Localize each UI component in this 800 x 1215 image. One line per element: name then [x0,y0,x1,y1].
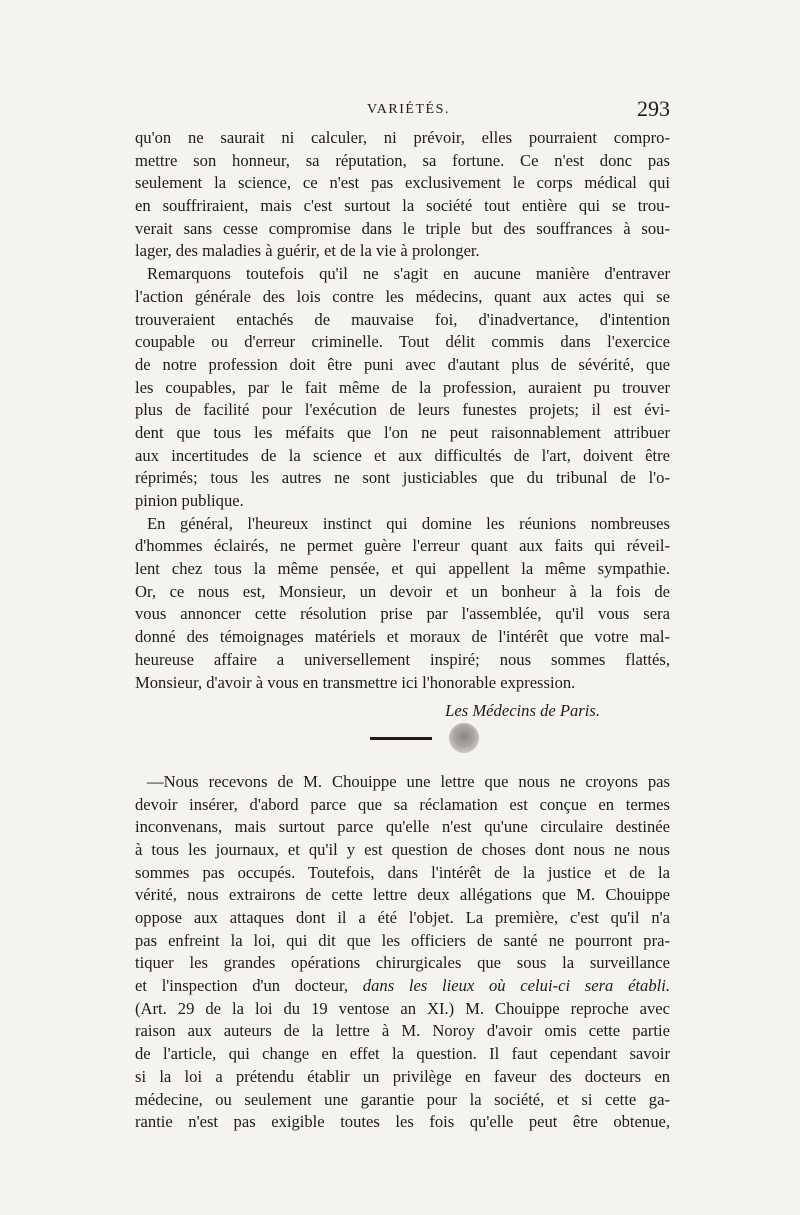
paragraph-chouippe [135,771,670,1134]
text-line: tiquer les grandes opérations chirurgicales que sous la surveillance [135,953,670,973]
text-line: vous annoncer cette résolution prise par l'assemblée, qu'il vous sera [135,604,670,624]
text-line: Remarquons toutefois qu'il ne s'agit en aucune manière d'entraver [147,264,670,284]
text-line: heureuse affaire a universellement inspiré; nous sommes flattés, [135,649,670,669]
text-line: mettre son honneur, sa réputation, sa fortune. Ce n'est donc pas [135,150,670,170]
text-line: Or, ce nous est, Monsieur, un devoir et un bonheur à la fois de [135,581,670,601]
separator-rule [370,737,432,740]
library-stamp-mark [449,723,479,753]
text-line: verait sans cesse compromise dans le triple but des souffrances à sou- [135,218,670,238]
text-line: coupable ou d'erreur criminelle. Tout délit commis dans l'exercice [135,332,670,352]
text-line: (Art. 29 de la loi du 19 ventose an XI.) M. Chouippe reproche avec [135,998,670,1018]
text-line: En général, l'heureux instinct qui domine les réunions nombreuses [147,513,670,533]
text-line: si la loi a prétendu établir un privilège en faveur des docteurs en [135,1066,670,1086]
text-line: seulement la science, ce n'est pas exclusivement le corps médical qui [135,173,670,193]
page-body [135,127,670,1134]
paragraph-en-general [135,513,670,695]
text-line: devoir insérer, d'abord parce que sa réclamation est conçue en termes [135,794,670,814]
text-line: médecine, ou seulement une garantie pour la société, et si cette ga- [135,1089,670,1109]
running-title: VARIÉTÉS. [367,102,450,117]
text-line: plus de facilité pour l'exécution de leurs funestes projets; il est évi- [135,400,670,420]
text-line: oppose aux attaques dont il a été l'objet. La première, c'est qu'il n'a [135,908,670,927]
paragraph-continuation [135,127,670,263]
text-line: de notre profession doit être puni avec d'autant plus de sévérité, que [135,354,670,374]
page-header [135,96,670,126]
text-line: raison aux auteurs de la lettre à M. Noroy d'avoir omis cette partie [135,1021,670,1041]
paragraph-remarquons [135,263,670,513]
text-line: vérité, nous extrairons de cette lettre deux allégations que M. Chouippe [135,885,670,905]
text-line: rantie n'est pas exigible toutes les fois qu'elle peut être obtenue, [135,1112,670,1132]
text-line: Monsieur, d'avoir à vous en transmettre ici l'honorable expression. [135,672,576,692]
text-line: lager, des maladies à guérir, et de la vie à prolonger. [135,241,480,261]
page-number: 293 [637,96,670,121]
text-line: l'action générale des lois contre les médecins, quant aux actes qui se [135,286,670,306]
text-line: qu'on ne saurait ni calculer, ni prévoir, elles pourraient compro- [135,128,670,147]
text-line: inconvenans, mais surtout parce qu'elle n'est qu'une circulaire destinée [135,817,670,837]
text-line: à tous les journaux, et qu'il y est question de choses dont nous ne nous [135,839,670,859]
text-line: d'hommes éclairés, ne permet guère l'erreur quant aux faits qui réveil- [135,536,670,556]
text-line: en souffriraient, mais c'est surtout la société tout entière qui se trou- [135,196,670,216]
text-line: de l'article, qui change en effet la question. Il faut cependant savoir [135,1044,670,1064]
text-line: trouveraient entachés de mauvaise foi, d'inadvertance, d'intention [135,309,670,329]
text-line: pinion publique. [135,491,244,510]
text-line: dent que tous les méfaits que l'on ne peut raisonnablement attribuer [135,422,670,442]
section-separator [135,723,670,767]
text-line: donné des témoignages matériels et moraux de l'intérêt que votre mal- [135,627,670,647]
text-line: pas enfreint la loi, qui dit que les officiers de santé ne pourront pra- [135,930,670,950]
text-line-with-italic [135,975,670,998]
signature: Les Médecins de Paris. [445,701,600,721]
text-line: lent chez tous la même pensée, et qui appellent la même sympathie. [135,559,670,579]
italic-quote: dans les lieux où celui-ci sera établi. [362,976,670,996]
text-line: —Nous recevons de M. Chouippe une lettre que nous ne croyons pas [147,771,670,791]
text-fragment: et l'inspection d'un docteur, [135,976,363,996]
text-line: réprimés; tous les autres ne sont justiciables que du tribunal de l'o- [135,468,670,488]
text-line: les coupables, par le fait même de la profession, auraient pu trouver [135,377,670,397]
text-line: aux incertitudes de la science et aux difficultés de l'art, doivent être [135,445,670,465]
text-line: sommes pas occupés. Toutefois, dans l'intérêt de la justice et de la [135,862,670,882]
